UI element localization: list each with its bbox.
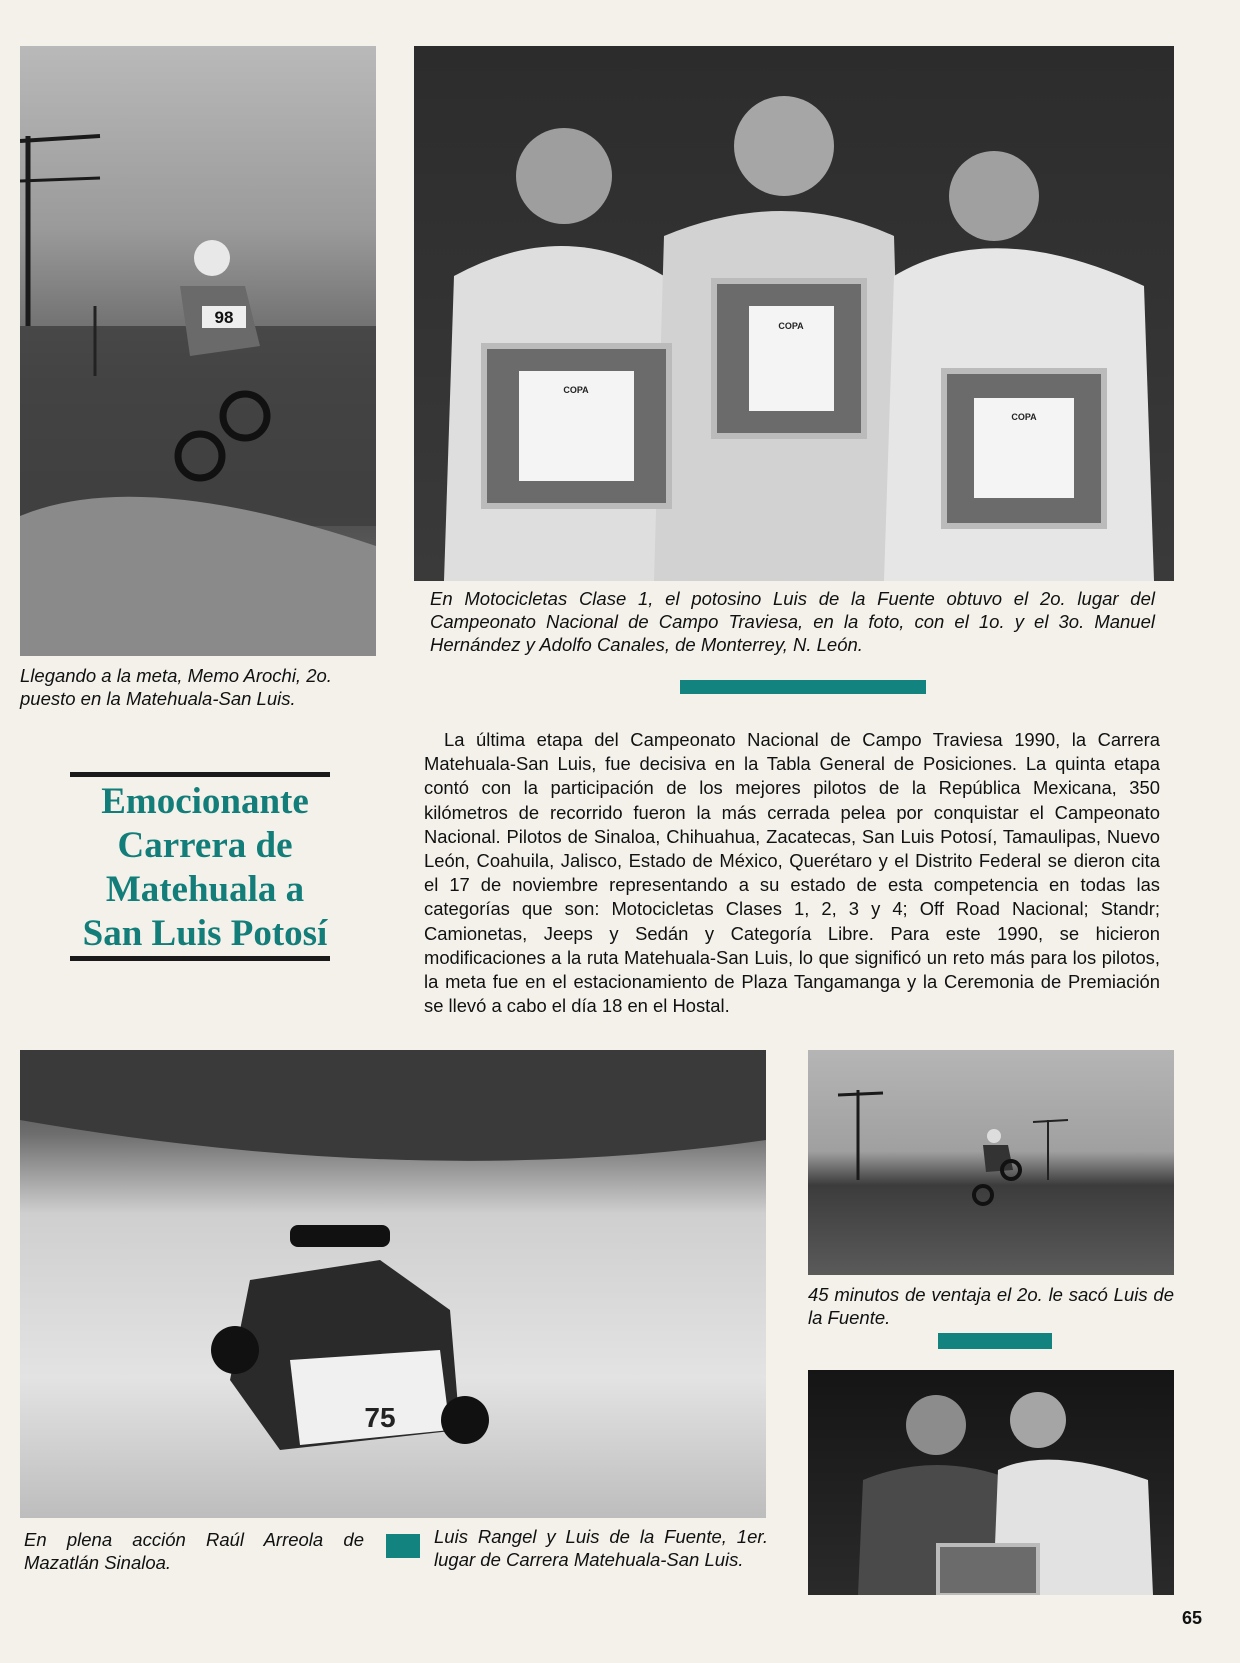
caption-motocross-rider: Llegando a la meta, Memo Arochi, 2o. puesto en la Matehuala-San Luis. <box>20 665 332 709</box>
plaque-right-text: COPA <box>1011 412 1037 422</box>
caption-offroad-buggy: En plena acción Raúl Arreola de Mazatlán Sinaloa. <box>24 1529 364 1573</box>
headline-line-1: Emocionante <box>101 781 309 822</box>
rider-bib-number: 98 <box>214 308 234 327</box>
two-winners-illustration <box>808 1370 1174 1595</box>
photo-offroad-buggy <box>20 1050 766 1518</box>
teal-divider-bar-small <box>938 1333 1052 1349</box>
buggy-illustration <box>20 1050 766 1518</box>
plaque-center-text: COPA <box>778 321 804 331</box>
headline-line-3: Matehuala a <box>105 869 305 910</box>
buggy-race-number: 75 <box>364 1402 396 1433</box>
headline-line-4: San Luis Potosí <box>82 913 328 954</box>
teal-divider-bar <box>680 680 926 694</box>
rider-jump-illustration <box>808 1050 1174 1275</box>
rider-illustration <box>20 46 376 656</box>
article-headline <box>60 780 350 956</box>
headline-top-rule <box>70 772 330 777</box>
photo-rider-jump <box>808 1050 1174 1275</box>
winners-illustration <box>414 46 1174 581</box>
headline-line-2: Carrera de <box>117 825 293 866</box>
article-body: La última etapa del Campeonato Nacional de Campo Traviesa 1990, la Carrera Matehuala-San Luis, fue decisiva en la Tabla General de Posiciones. La quinta etapa contó con la participación de los mejores pilotos de la República Mexicana, 350 kilómetros de recorrido fueron la más cerrada pelea por conquistar el Campeonato Nacional. Pilotos de Sinaloa, Chihuahua, Zacatecas, San Luis Potosí, Tamaulipas, Nuevo León, Coahuila, Jalisco, Estado de México, Querétaro y el Distrito Federal se dieron cita el 17 de noviembre representando a su estado de esta competencia en todas las categorías que son: Motocicletas Clases 1, 2, 3 y 4; Off Road Nacional; Standr; Camionetas, Jeeps y Sedán y Categoría Libre. Para este 1990, se hicieron modificaciones a la ruta Matehuala-San Luis, lo que significó un reto más para los pilotos, la meta fue en el estacionamiento de Plaza Tangamanga y la Ceremonia de Premiación se llevó a cabo el día 18 en el Hostal. <box>424 729 1160 1017</box>
photo-motocross-rider-finish <box>20 46 376 656</box>
caption-three-winners: En Motocicletas Clase 1, el potosino Luis de la Fuente obtuvo el 2o. lugar del Campeonato Nacional de Campo Traviesa, en la foto, con el 1o. y el 3o. Manuel Hernández y Adolfo Canales, de Monterrey, N. León. <box>430 588 1155 655</box>
plaque-left-text: COPA <box>563 385 589 395</box>
teal-square-marker <box>386 1534 420 1558</box>
caption-two-winners: Luis Rangel y Luis de la Fuente, 1er. lugar de Carrera Matehuala-San Luis. <box>434 1526 768 1570</box>
photo-two-winners <box>808 1370 1174 1595</box>
page-number: 65 <box>1182 1608 1203 1628</box>
caption-rider-jump: 45 minutos de ventaja el 2o. le sacó Luis de la Fuente. <box>808 1284 1174 1328</box>
headline-bottom-rule <box>70 956 330 961</box>
photo-three-winners <box>414 46 1174 581</box>
